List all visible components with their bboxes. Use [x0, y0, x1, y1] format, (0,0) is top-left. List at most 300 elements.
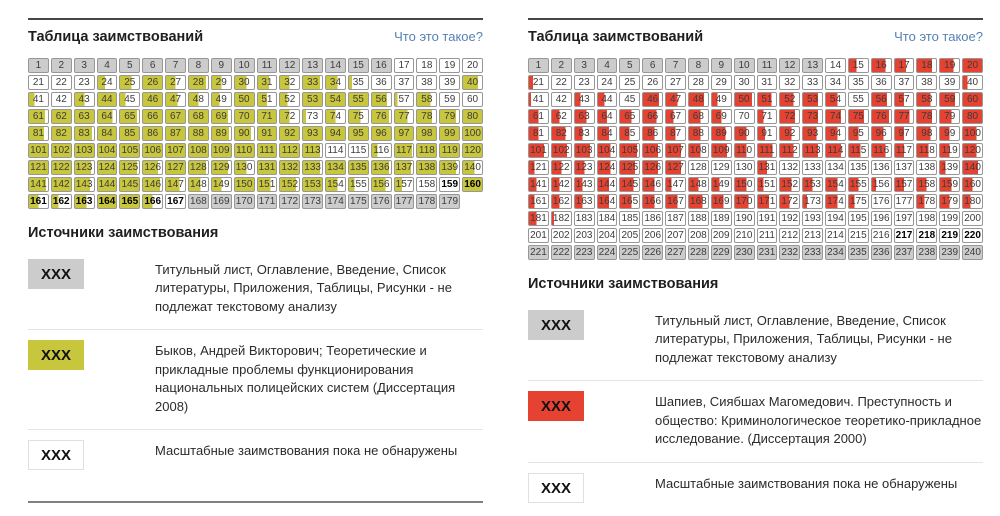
page-cell[interactable]: 57 [894, 92, 915, 107]
page-cell[interactable]: 119 [939, 143, 960, 158]
page-cell[interactable]: 107 [665, 143, 686, 158]
page-cell[interactable]: 139 [939, 160, 960, 175]
page-cell[interactable]: 63 [74, 109, 95, 124]
page-cell[interactable]: 111 [757, 143, 778, 158]
page-cell[interactable]: 53 [802, 92, 823, 107]
page-cell[interactable]: 76 [371, 109, 392, 124]
page-cell[interactable]: 158 [916, 177, 937, 192]
page-cell[interactable]: 156 [871, 177, 892, 192]
page-cell[interactable]: 150 [234, 177, 255, 192]
page-cell[interactable]: 165 [619, 194, 640, 209]
page-cell[interactable]: 211 [757, 228, 778, 243]
page-cell[interactable]: 130 [234, 160, 255, 175]
page-cell[interactable]: 63 [574, 109, 595, 124]
page-cell[interactable]: 90 [234, 126, 255, 141]
page-cell[interactable]: 12 [779, 58, 800, 73]
page-cell[interactable]: 118 [916, 143, 937, 158]
page-cell[interactable]: 6 [642, 58, 663, 73]
page-cell[interactable]: 164 [597, 194, 618, 209]
page-cell[interactable]: 72 [779, 109, 800, 124]
page-cell[interactable]: 142 [51, 177, 72, 192]
page-cell[interactable]: 136 [871, 160, 892, 175]
page-cell[interactable]: 71 [257, 109, 278, 124]
page-cell[interactable]: 226 [642, 245, 663, 260]
page-cell[interactable]: 102 [551, 143, 572, 158]
page-cell[interactable]: 130 [734, 160, 755, 175]
page-cell[interactable]: 174 [325, 194, 346, 209]
page-cell[interactable]: 30 [734, 75, 755, 90]
page-cell[interactable]: 37 [894, 75, 915, 90]
page-cell[interactable]: 141 [28, 177, 49, 192]
page-cell[interactable]: 117 [894, 143, 915, 158]
page-cell[interactable]: 78 [416, 109, 437, 124]
page-cell[interactable]: 89 [711, 126, 732, 141]
page-cell[interactable]: 173 [802, 194, 823, 209]
page-cell[interactable]: 82 [51, 126, 72, 141]
page-cell[interactable]: 40 [462, 75, 483, 90]
page-cell[interactable]: 147 [165, 177, 186, 192]
page-cell[interactable]: 114 [825, 143, 846, 158]
page-cell[interactable]: 216 [871, 228, 892, 243]
page-cell[interactable]: 133 [802, 160, 823, 175]
page-cell[interactable]: 78 [916, 109, 937, 124]
page-cell[interactable]: 129 [211, 160, 232, 175]
page-cell[interactable]: 31 [257, 75, 278, 90]
page-cell[interactable]: 55 [348, 92, 369, 107]
page-cell[interactable]: 51 [257, 92, 278, 107]
page-cell[interactable]: 41 [528, 92, 549, 107]
page-cell[interactable]: 64 [97, 109, 118, 124]
page-cell[interactable]: 56 [871, 92, 892, 107]
page-cell[interactable]: 99 [939, 126, 960, 141]
page-cell[interactable]: 81 [28, 126, 49, 141]
page-cell[interactable]: 198 [916, 211, 937, 226]
page-cell[interactable]: 53 [302, 92, 323, 107]
page-cell[interactable]: 131 [757, 160, 778, 175]
page-cell[interactable]: 137 [894, 160, 915, 175]
page-cell[interactable]: 108 [188, 143, 209, 158]
page-cell[interactable]: 169 [711, 194, 732, 209]
page-cell[interactable]: 121 [28, 160, 49, 175]
page-cell[interactable]: 121 [528, 160, 549, 175]
page-cell[interactable]: 222 [551, 245, 572, 260]
page-cell[interactable]: 83 [574, 126, 595, 141]
page-cell[interactable]: 207 [665, 228, 686, 243]
page-cell[interactable]: 142 [551, 177, 572, 192]
page-cell[interactable]: 124 [97, 160, 118, 175]
page-cell[interactable]: 16 [371, 58, 392, 73]
page-cell[interactable]: 3 [574, 58, 595, 73]
page-cell[interactable]: 187 [665, 211, 686, 226]
page-cell[interactable]: 25 [119, 75, 140, 90]
page-cell[interactable]: 7 [665, 58, 686, 73]
page-cell[interactable]: 39 [439, 75, 460, 90]
page-cell[interactable]: 172 [279, 194, 300, 209]
page-cell[interactable]: 190 [734, 211, 755, 226]
page-cell[interactable]: 96 [371, 126, 392, 141]
page-cell[interactable]: 93 [802, 126, 823, 141]
page-cell[interactable]: 23 [574, 75, 595, 90]
page-cell[interactable]: 129 [711, 160, 732, 175]
page-cell[interactable]: 125 [619, 160, 640, 175]
page-cell[interactable]: 143 [574, 177, 595, 192]
page-cell[interactable]: 185 [619, 211, 640, 226]
page-cell[interactable]: 15 [348, 58, 369, 73]
page-cell[interactable]: 123 [574, 160, 595, 175]
page-cell[interactable]: 64 [597, 109, 618, 124]
page-cell[interactable]: 14 [325, 58, 346, 73]
page-cell[interactable]: 45 [119, 92, 140, 107]
page-cell[interactable]: 175 [348, 194, 369, 209]
page-cell[interactable]: 94 [325, 126, 346, 141]
page-cell[interactable]: 149 [211, 177, 232, 192]
page-cell[interactable]: 39 [939, 75, 960, 90]
page-cell[interactable]: 10 [734, 58, 755, 73]
page-cell[interactable]: 35 [348, 75, 369, 90]
page-cell[interactable]: 69 [711, 109, 732, 124]
page-cell[interactable]: 92 [279, 126, 300, 141]
page-cell[interactable]: 146 [642, 177, 663, 192]
page-cell[interactable]: 189 [711, 211, 732, 226]
page-cell[interactable]: 140 [962, 160, 983, 175]
page-cell[interactable]: 193 [802, 211, 823, 226]
page-cell[interactable]: 105 [119, 143, 140, 158]
page-cell[interactable]: 178 [916, 194, 937, 209]
page-cell[interactable]: 102 [51, 143, 72, 158]
page-cell[interactable]: 188 [688, 211, 709, 226]
page-cell[interactable]: 133 [302, 160, 323, 175]
page-cell[interactable]: 162 [551, 194, 572, 209]
page-cell[interactable]: 106 [142, 143, 163, 158]
page-cell[interactable]: 14 [825, 58, 846, 73]
page-cell[interactable]: 107 [165, 143, 186, 158]
page-cell[interactable]: 221 [528, 245, 549, 260]
page-cell[interactable]: 154 [325, 177, 346, 192]
page-cell[interactable]: 161 [28, 194, 49, 209]
page-cell[interactable]: 155 [348, 177, 369, 192]
page-cell[interactable]: 106 [642, 143, 663, 158]
page-cell[interactable]: 11 [257, 58, 278, 73]
page-cell[interactable]: 20 [462, 58, 483, 73]
page-cell[interactable]: 148 [188, 177, 209, 192]
page-cell[interactable]: 140 [462, 160, 483, 175]
page-cell[interactable]: 111 [257, 143, 278, 158]
page-cell[interactable]: 165 [119, 194, 140, 209]
page-cell[interactable]: 51 [757, 92, 778, 107]
page-cell[interactable]: 115 [348, 143, 369, 158]
page-cell[interactable]: 42 [51, 92, 72, 107]
page-cell[interactable]: 182 [551, 211, 572, 226]
page-cell[interactable]: 123 [74, 160, 95, 175]
page-cell[interactable]: 166 [142, 194, 163, 209]
page-cell[interactable]: 170 [734, 194, 755, 209]
page-cell[interactable]: 163 [74, 194, 95, 209]
page-cell[interactable]: 47 [165, 92, 186, 107]
page-cell[interactable]: 15 [848, 58, 869, 73]
page-cell[interactable]: 74 [325, 109, 346, 124]
page-cell[interactable]: 180 [962, 194, 983, 209]
page-cell[interactable]: 70 [234, 109, 255, 124]
page-cell[interactable]: 46 [642, 92, 663, 107]
page-cell[interactable]: 99 [439, 126, 460, 141]
page-cell[interactable]: 186 [642, 211, 663, 226]
page-cell[interactable]: 150 [734, 177, 755, 192]
page-cell[interactable]: 199 [939, 211, 960, 226]
page-cell[interactable]: 2 [51, 58, 72, 73]
page-cell[interactable]: 181 [528, 211, 549, 226]
page-cell[interactable]: 89 [211, 126, 232, 141]
page-cell[interactable]: 162 [51, 194, 72, 209]
page-cell[interactable]: 214 [825, 228, 846, 243]
page-cell[interactable]: 54 [325, 92, 346, 107]
page-cell[interactable]: 126 [642, 160, 663, 175]
page-cell[interactable]: 46 [142, 92, 163, 107]
page-cell[interactable]: 197 [894, 211, 915, 226]
page-cell[interactable]: 220 [962, 228, 983, 243]
page-cell[interactable]: 227 [665, 245, 686, 260]
page-cell[interactable]: 41 [28, 92, 49, 107]
page-cell[interactable]: 13 [802, 58, 823, 73]
page-cell[interactable]: 105 [619, 143, 640, 158]
page-cell[interactable]: 103 [574, 143, 595, 158]
page-cell[interactable]: 61 [528, 109, 549, 124]
page-cell[interactable]: 230 [734, 245, 755, 260]
page-cell[interactable]: 206 [642, 228, 663, 243]
page-cell[interactable]: 35 [848, 75, 869, 90]
page-cell[interactable]: 95 [848, 126, 869, 141]
page-cell[interactable]: 155 [848, 177, 869, 192]
page-cell[interactable]: 22 [551, 75, 572, 90]
page-cell[interactable]: 20 [962, 58, 983, 73]
page-cell[interactable]: 115 [848, 143, 869, 158]
page-cell[interactable]: 202 [551, 228, 572, 243]
page-cell[interactable]: 201 [528, 228, 549, 243]
page-cell[interactable]: 86 [642, 126, 663, 141]
page-cell[interactable]: 65 [619, 109, 640, 124]
page-cell[interactable]: 5 [119, 58, 140, 73]
page-cell[interactable]: 112 [279, 143, 300, 158]
page-cell[interactable]: 93 [302, 126, 323, 141]
page-cell[interactable]: 158 [416, 177, 437, 192]
page-cell[interactable]: 124 [597, 160, 618, 175]
page-cell[interactable]: 229 [711, 245, 732, 260]
page-cell[interactable]: 34 [825, 75, 846, 90]
page-cell[interactable]: 71 [757, 109, 778, 124]
page-cell[interactable]: 143 [74, 177, 95, 192]
page-cell[interactable]: 101 [28, 143, 49, 158]
page-cell[interactable]: 57 [394, 92, 415, 107]
page-cell[interactable]: 43 [574, 92, 595, 107]
page-cell[interactable]: 45 [619, 92, 640, 107]
page-cell[interactable]: 116 [871, 143, 892, 158]
page-cell[interactable]: 9 [211, 58, 232, 73]
page-cell[interactable]: 29 [211, 75, 232, 90]
page-cell[interactable]: 97 [394, 126, 415, 141]
page-cell[interactable]: 24 [597, 75, 618, 90]
page-cell[interactable]: 205 [619, 228, 640, 243]
page-cell[interactable]: 9 [711, 58, 732, 73]
page-cell[interactable]: 17 [394, 58, 415, 73]
page-cell[interactable]: 79 [439, 109, 460, 124]
page-cell[interactable]: 215 [848, 228, 869, 243]
page-cell[interactable]: 80 [962, 109, 983, 124]
page-cell[interactable]: 235 [848, 245, 869, 260]
page-cell[interactable]: 91 [257, 126, 278, 141]
page-cell[interactable]: 122 [51, 160, 72, 175]
page-cell[interactable]: 18 [916, 58, 937, 73]
page-cell[interactable]: 61 [28, 109, 49, 124]
page-cell[interactable]: 100 [962, 126, 983, 141]
page-cell[interactable]: 195 [848, 211, 869, 226]
page-cell[interactable]: 12 [279, 58, 300, 73]
page-cell[interactable]: 66 [142, 109, 163, 124]
page-cell[interactable]: 5 [619, 58, 640, 73]
page-cell[interactable]: 234 [825, 245, 846, 260]
page-cell[interactable]: 104 [597, 143, 618, 158]
page-cell[interactable]: 52 [279, 92, 300, 107]
page-cell[interactable]: 52 [779, 92, 800, 107]
page-cell[interactable]: 19 [939, 58, 960, 73]
page-cell[interactable]: 167 [165, 194, 186, 209]
page-cell[interactable]: 2 [551, 58, 572, 73]
page-cell[interactable]: 54 [825, 92, 846, 107]
page-cell[interactable]: 141 [528, 177, 549, 192]
page-cell[interactable]: 96 [871, 126, 892, 141]
page-cell[interactable]: 110 [234, 143, 255, 158]
page-cell[interactable]: 156 [371, 177, 392, 192]
page-cell[interactable]: 135 [848, 160, 869, 175]
page-cell[interactable]: 97 [894, 126, 915, 141]
page-cell[interactable]: 240 [962, 245, 983, 260]
page-cell[interactable]: 164 [97, 194, 118, 209]
page-cell[interactable]: 176 [371, 194, 392, 209]
page-cell[interactable]: 138 [916, 160, 937, 175]
page-cell[interactable]: 154 [825, 177, 846, 192]
page-cell[interactable]: 28 [188, 75, 209, 90]
page-cell[interactable]: 122 [551, 160, 572, 175]
page-cell[interactable]: 179 [939, 194, 960, 209]
page-cell[interactable]: 91 [757, 126, 778, 141]
page-cell[interactable]: 183 [574, 211, 595, 226]
page-cell[interactable]: 69 [211, 109, 232, 124]
page-cell[interactable]: 167 [665, 194, 686, 209]
page-cell[interactable]: 119 [439, 143, 460, 158]
page-cell[interactable]: 36 [871, 75, 892, 90]
page-cell[interactable]: 237 [894, 245, 915, 260]
page-cell[interactable]: 103 [74, 143, 95, 158]
page-cell[interactable]: 139 [439, 160, 460, 175]
page-cell[interactable]: 151 [757, 177, 778, 192]
page-cell[interactable]: 30 [234, 75, 255, 90]
page-cell[interactable]: 3 [74, 58, 95, 73]
page-cell[interactable]: 1 [528, 58, 549, 73]
page-cell[interactable]: 79 [939, 109, 960, 124]
page-cell[interactable]: 58 [916, 92, 937, 107]
page-cell[interactable]: 169 [211, 194, 232, 209]
page-cell[interactable]: 177 [894, 194, 915, 209]
page-cell[interactable]: 72 [279, 109, 300, 124]
page-cell[interactable]: 16 [871, 58, 892, 73]
page-cell[interactable]: 173 [302, 194, 323, 209]
page-cell[interactable]: 31 [757, 75, 778, 90]
page-cell[interactable]: 90 [734, 126, 755, 141]
page-cell[interactable]: 134 [325, 160, 346, 175]
page-cell[interactable]: 74 [825, 109, 846, 124]
page-cell[interactable]: 82 [551, 126, 572, 141]
page-cell[interactable]: 4 [597, 58, 618, 73]
page-cell[interactable]: 146 [142, 177, 163, 192]
page-cell[interactable]: 22 [51, 75, 72, 90]
page-cell[interactable]: 160 [962, 177, 983, 192]
page-cell[interactable]: 85 [119, 126, 140, 141]
page-cell[interactable]: 40 [962, 75, 983, 90]
page-cell[interactable]: 98 [416, 126, 437, 141]
page-cell[interactable]: 55 [848, 92, 869, 107]
page-cell[interactable]: 70 [734, 109, 755, 124]
page-cell[interactable]: 48 [688, 92, 709, 107]
page-cell[interactable]: 26 [142, 75, 163, 90]
page-cell[interactable]: 137 [394, 160, 415, 175]
page-cell[interactable]: 147 [665, 177, 686, 192]
page-cell[interactable]: 236 [871, 245, 892, 260]
page-cell[interactable]: 49 [711, 92, 732, 107]
page-cell[interactable]: 33 [302, 75, 323, 90]
page-cell[interactable]: 148 [688, 177, 709, 192]
page-cell[interactable]: 73 [802, 109, 823, 124]
page-cell[interactable]: 113 [302, 143, 323, 158]
page-cell[interactable]: 109 [211, 143, 232, 158]
page-cell[interactable]: 120 [962, 143, 983, 158]
page-cell[interactable]: 219 [939, 228, 960, 243]
page-cell[interactable]: 171 [757, 194, 778, 209]
page-cell[interactable]: 127 [665, 160, 686, 175]
page-cell[interactable]: 17 [894, 58, 915, 73]
page-cell[interactable]: 126 [142, 160, 163, 175]
page-cell[interactable]: 176 [871, 194, 892, 209]
page-cell[interactable]: 83 [74, 126, 95, 141]
page-cell[interactable]: 7 [165, 58, 186, 73]
page-cell[interactable]: 84 [97, 126, 118, 141]
page-cell[interactable]: 84 [597, 126, 618, 141]
page-cell[interactable]: 179 [439, 194, 460, 209]
page-cell[interactable]: 168 [188, 194, 209, 209]
page-cell[interactable]: 81 [528, 126, 549, 141]
page-cell[interactable]: 19 [439, 58, 460, 73]
page-cell[interactable]: 160 [462, 177, 483, 192]
page-cell[interactable]: 192 [779, 211, 800, 226]
page-cell[interactable]: 172 [779, 194, 800, 209]
page-cell[interactable]: 75 [848, 109, 869, 124]
page-cell[interactable]: 44 [97, 92, 118, 107]
page-cell[interactable]: 152 [279, 177, 300, 192]
page-cell[interactable]: 1 [28, 58, 49, 73]
page-cell[interactable]: 50 [234, 92, 255, 107]
page-cell[interactable]: 95 [348, 126, 369, 141]
page-cell[interactable]: 225 [619, 245, 640, 260]
page-cell[interactable]: 159 [939, 177, 960, 192]
page-cell[interactable]: 36 [371, 75, 392, 90]
page-cell[interactable]: 138 [416, 160, 437, 175]
page-cell[interactable]: 134 [825, 160, 846, 175]
page-cell[interactable]: 27 [665, 75, 686, 90]
page-cell[interactable]: 94 [825, 126, 846, 141]
page-cell[interactable]: 33 [802, 75, 823, 90]
page-cell[interactable]: 112 [779, 143, 800, 158]
page-cell[interactable]: 223 [574, 245, 595, 260]
page-cell[interactable]: 132 [279, 160, 300, 175]
page-cell[interactable]: 184 [597, 211, 618, 226]
page-cell[interactable]: 208 [688, 228, 709, 243]
